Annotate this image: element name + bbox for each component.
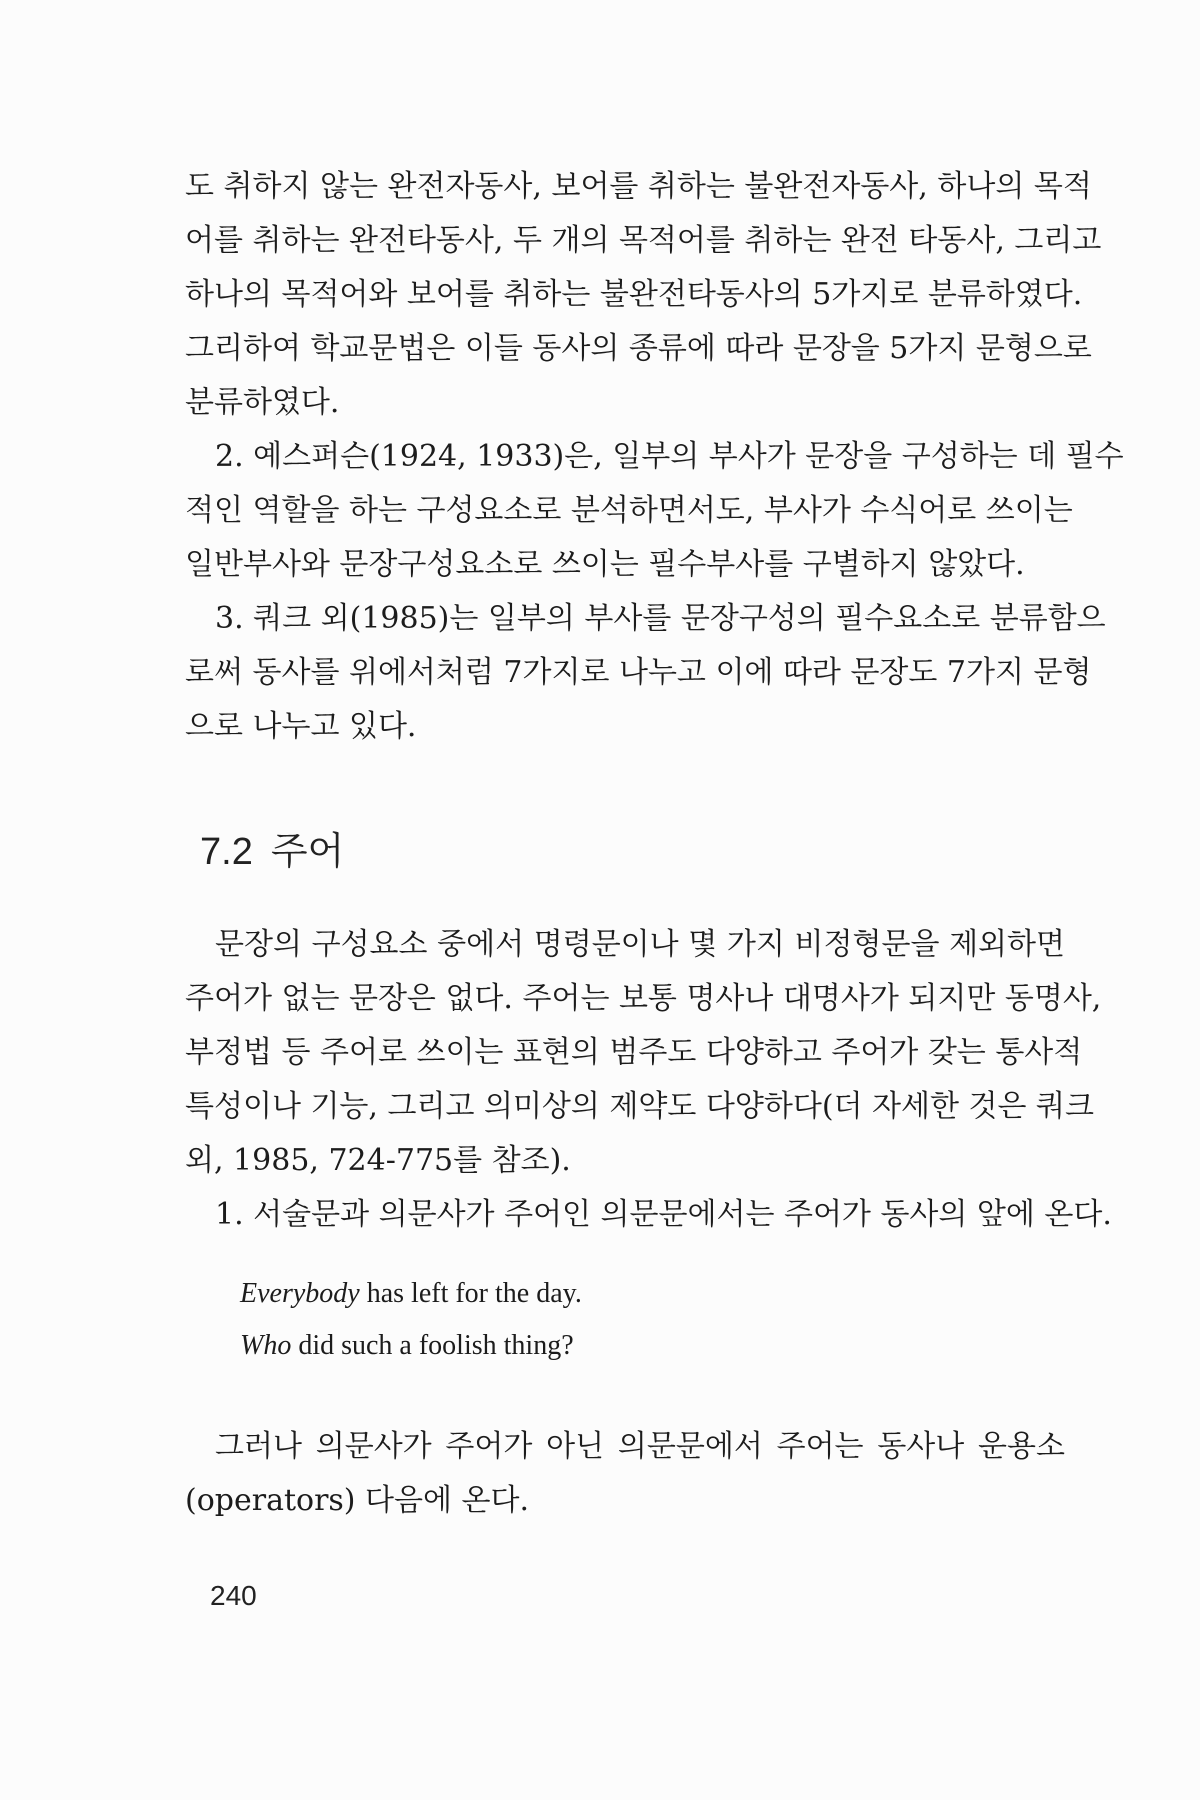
text-line: 하나의 목적어와 보어를 취하는 불완전타동사의 5가지로 분류하였다. <box>185 277 1083 312</box>
text-line: 도 취하지 않는 완전자동사, 보어를 취하는 불완전자동사, 하나의 목적 <box>185 169 1092 204</box>
example-rest: did such a foolish thing? <box>291 1330 574 1361</box>
text-line: 으로 나누고 있다. <box>185 709 417 744</box>
paragraph-operators <box>185 1420 1065 1528</box>
text-line: 3. 쿼크 외(1985)는 일부의 부사를 문장구성의 필수요소로 분류함으 <box>215 601 1106 636</box>
section-number: 7.2 <box>200 831 253 873</box>
page-number: 240 <box>210 1580 257 1611</box>
numbered-item-1: 1. 서술문과 의문사가 주어인 의문문에서는 주어가 동사의 앞에 온다. <box>215 1197 1112 1232</box>
example-subject: Who <box>240 1330 292 1361</box>
text-line: 주어가 없는 문장은 없다. 주어는 보통 명사나 대명사가 되지만 동명사, <box>185 981 1102 1016</box>
example-subject: Everybody <box>240 1278 360 1309</box>
text-line: 로써 동사를 위에서처럼 7가지로 나누고 이에 따라 문장도 7가지 문형 <box>185 655 1092 690</box>
text-line: (operators) 다음에 온다. <box>185 1483 530 1518</box>
text-line: 문장의 구성요소 중에서 명령문이나 몇 가지 비정형문을 제외하면 <box>215 927 1065 962</box>
text-line: 분류하였다. <box>185 385 340 420</box>
example-sentence <box>240 1320 574 1372</box>
text-line: 부정법 등 주어로 쓰이는 표현의 범주도 다양하고 주어가 갖는 통사적 <box>185 1035 1083 1070</box>
numbered-item-3 <box>185 592 1106 754</box>
text-line: 그리하여 학교문법은 이들 동사의 종류에 따라 문장을 5가지 문형으로 <box>185 331 1092 366</box>
paragraph-verb-classification <box>185 160 1102 430</box>
numbered-item-2 <box>185 430 1124 592</box>
text-line: 어를 취하는 완전타동사, 두 개의 목적어를 취하는 완전 타동사, 그리고 <box>185 223 1102 258</box>
text-line: 외, 1985, 724-775를 참조). <box>185 1143 571 1178</box>
text-line: 적인 역할을 하는 구성요소로 분석하면서도, 부사가 수식어로 쓰이는 <box>185 493 1073 528</box>
section-title: 주어 <box>270 831 345 873</box>
text-line: 그러나 의문사가 주어가 아닌 의문문에서 주어는 동사나 운용소 <box>215 1429 1065 1464</box>
example-sentence <box>240 1268 582 1320</box>
paragraph-subject <box>185 918 1112 1242</box>
text-line: 특성이나 기능, 그리고 의미상의 제약도 다양하다(더 자세한 것은 쿼크 <box>185 1089 1094 1124</box>
text-line: 일반부사와 문장구성요소로 쓰이는 필수부사를 구별하지 않았다. <box>185 547 1025 582</box>
section-heading <box>200 820 362 875</box>
text-line: 2. 예스퍼슨(1924, 1933)은, 일부의 부사가 문장을 구성하는 데 필수 <box>215 439 1124 474</box>
example-rest: has left for the day. <box>359 1278 582 1309</box>
